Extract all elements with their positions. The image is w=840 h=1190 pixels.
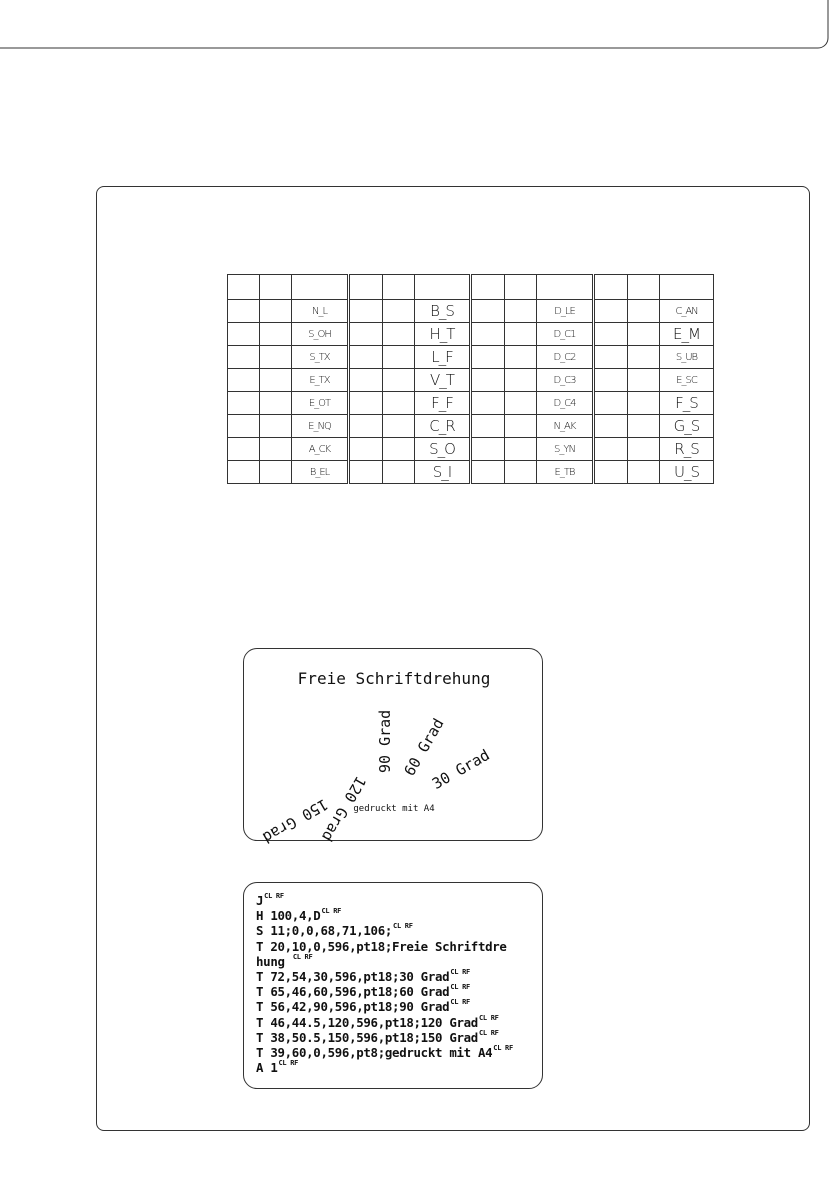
control-code-cell: E_M (660, 323, 714, 346)
empty-cell (628, 346, 660, 369)
empty-cell (228, 438, 260, 461)
control-code-cell: C_R (415, 415, 471, 438)
empty-cell (505, 300, 537, 323)
empty-cell (260, 300, 292, 323)
table-header-cell (260, 275, 292, 300)
code-line-text: S 11;0,0,68,71,106; (256, 923, 393, 939)
empty-cell (260, 415, 292, 438)
empty-cell (594, 461, 628, 484)
crlf-mark: CL RF (450, 983, 470, 992)
table-row (228, 392, 714, 415)
empty-cell (628, 323, 660, 346)
code-line-text: J (256, 893, 264, 908)
control-code-cell: S_YN (537, 438, 594, 461)
control-code-cell: D_LE (537, 300, 594, 323)
code-line-text: T 56,42,90,596,pt18;90 Grad (256, 999, 450, 1015)
code-line (256, 1060, 513, 1075)
control-code-cell: F_S (660, 392, 714, 415)
crlf-mark: CL RF (450, 968, 470, 977)
control-code-cell: E_TB (537, 461, 594, 484)
table-header-cell (349, 275, 383, 300)
empty-cell (594, 438, 628, 461)
empty-cell (383, 415, 415, 438)
control-code-cell: S_O (415, 438, 471, 461)
empty-cell (260, 369, 292, 392)
rotation-sample-card (243, 648, 543, 847)
empty-cell (505, 415, 537, 438)
control-code-cell: C_AN (660, 300, 714, 323)
table-header-cell (505, 275, 537, 300)
control-code-cell: S_I (415, 461, 471, 484)
control-code-cell: D_C1 (537, 323, 594, 346)
empty-cell (260, 461, 292, 484)
label-30-grad: 30 Grad (429, 745, 493, 793)
code-line (256, 954, 513, 969)
code-line (256, 923, 513, 938)
code-line (256, 1045, 513, 1060)
empty-cell (471, 461, 505, 484)
control-code-cell: E_OT (292, 392, 349, 415)
table-header-cell (383, 275, 415, 300)
control-code-cell: E_SC (660, 369, 714, 392)
table-header-cell (292, 275, 349, 300)
empty-cell (471, 415, 505, 438)
empty-cell (383, 392, 415, 415)
empty-cell (260, 438, 292, 461)
empty-cell (260, 346, 292, 369)
control-code-cell: E_TX (292, 369, 349, 392)
code-line-text: H 100,4,D (256, 908, 321, 924)
table-row (228, 323, 714, 346)
empty-cell (471, 392, 505, 415)
table-row (228, 415, 714, 438)
code-line (256, 1030, 513, 1045)
control-code-cell: B_S (415, 300, 471, 323)
rotation-title: Freie Schriftdrehung (297, 669, 491, 688)
empty-cell (349, 300, 383, 323)
empty-cell (349, 461, 383, 484)
control-code-cell: G_S (660, 415, 714, 438)
control-code-cell: S_TX (292, 346, 349, 369)
empty-cell (505, 369, 537, 392)
control-code-cell: S_OH (292, 323, 349, 346)
empty-cell (228, 415, 260, 438)
empty-cell (594, 369, 628, 392)
code-line-text: T 20,10,0,596,pt18;Freie Schriftdre (256, 938, 507, 954)
empty-cell (594, 415, 628, 438)
code-line (256, 893, 513, 908)
empty-cell (349, 415, 383, 438)
empty-cell (628, 300, 660, 323)
empty-cell (594, 300, 628, 323)
table-header-cell (471, 275, 505, 300)
empty-cell (349, 392, 383, 415)
code-listing (256, 893, 513, 1075)
code-line-text: T 65,46,60,596,pt18;60 Grad (256, 984, 450, 1000)
control-code-cell: F_F (415, 392, 471, 415)
code-line-text: A 1 (256, 1060, 278, 1076)
empty-cell (505, 438, 537, 461)
empty-cell (505, 346, 537, 369)
table-row (228, 346, 714, 369)
crlf-mark: CL RF (321, 907, 342, 916)
table-header-cell (594, 275, 628, 300)
control-code-cell: V_T (415, 369, 471, 392)
table-header-cell (537, 275, 594, 300)
empty-cell (594, 346, 628, 369)
empty-cell (228, 369, 260, 392)
rotation-footer: gedruckt mit A4 (353, 804, 435, 814)
empty-cell (505, 461, 537, 484)
empty-cell (228, 461, 260, 484)
empty-cell (471, 300, 505, 323)
crlf-mark: CL RF (450, 998, 470, 1007)
empty-cell (383, 346, 415, 369)
control-code-cell: S_UB (660, 346, 714, 369)
empty-cell (228, 323, 260, 346)
code-sample-card (243, 882, 543, 1089)
empty-cell (349, 438, 383, 461)
code-line-text: T 38,50.5,150,596,pt18;150 Grad (256, 1029, 478, 1045)
crlf-mark: CL RF (478, 1013, 499, 1022)
label-120-grad: 120 Grad (317, 773, 370, 845)
code-line-text: T 46,44.5,120,596,pt18;120 Grad (256, 1014, 478, 1030)
empty-cell (228, 300, 260, 323)
code-line (256, 999, 513, 1014)
control-code-cell: U_S (660, 461, 714, 484)
empty-cell (628, 369, 660, 392)
table-row (228, 461, 714, 484)
empty-cell (594, 392, 628, 415)
control-code-cell: R_S (660, 438, 714, 461)
empty-cell (628, 438, 660, 461)
code-line-text: T 39,60,0,596,pt8;gedruckt mit A4 (256, 1045, 493, 1061)
table-header-cell (228, 275, 260, 300)
empty-cell (594, 323, 628, 346)
empty-cell (260, 323, 292, 346)
table-row (228, 438, 714, 461)
empty-cell (383, 300, 415, 323)
empty-cell (383, 438, 415, 461)
crlf-mark: CL RF (292, 952, 313, 961)
code-line (256, 908, 513, 923)
code-line (256, 984, 513, 999)
empty-cell (471, 346, 505, 369)
control-code-cell: N_AK (537, 415, 594, 438)
empty-cell (628, 392, 660, 415)
crlf-mark: CL RF (278, 1059, 299, 1068)
code-line (256, 969, 513, 984)
control-character-table (227, 274, 714, 484)
control-code-cell: N_L (292, 300, 349, 323)
empty-cell (471, 438, 505, 461)
empty-cell (471, 369, 505, 392)
table-header-cell (628, 275, 660, 300)
control-code-cell: E_NQ (292, 415, 349, 438)
empty-cell (471, 323, 505, 346)
code-line (256, 939, 513, 954)
control-code-cell: L_F (415, 346, 471, 369)
crlf-mark: CL RF (493, 1044, 513, 1053)
empty-cell (383, 323, 415, 346)
crlf-mark: CL RF (478, 1028, 499, 1037)
label-60-grad: 60 Grad (400, 715, 448, 779)
control-code-cell: D_C3 (537, 369, 594, 392)
empty-cell (628, 461, 660, 484)
table-row (228, 369, 714, 392)
code-line-text: hung (256, 953, 292, 969)
empty-cell (505, 323, 537, 346)
label-90-grad: 90 Grad (376, 709, 394, 773)
control-code-cell: D_C2 (537, 346, 594, 369)
table-header-cell (660, 275, 714, 300)
empty-cell (228, 346, 260, 369)
control-code-cell: B_EL (292, 461, 349, 484)
empty-cell (383, 369, 415, 392)
label-150-grad: 150 Grad (259, 795, 331, 847)
crlf-mark: CL RF (393, 922, 413, 931)
control-code-cell: H_T (415, 323, 471, 346)
empty-cell (349, 346, 383, 369)
empty-cell (349, 323, 383, 346)
empty-cell (228, 392, 260, 415)
control-code-cell: D_C4 (537, 392, 594, 415)
empty-cell (260, 392, 292, 415)
empty-cell (383, 461, 415, 484)
control-code-cell: A_CK (292, 438, 349, 461)
page-cut-line (0, 0, 840, 60)
empty-cell (505, 392, 537, 415)
crlf-mark: CL RF (264, 892, 284, 900)
empty-cell (628, 415, 660, 438)
code-line (256, 1015, 513, 1030)
table-header-cell (415, 275, 471, 300)
code-line-text: T 72,54,30,596,pt18;30 Grad (256, 969, 450, 985)
table-row (228, 300, 714, 323)
empty-cell (349, 369, 383, 392)
